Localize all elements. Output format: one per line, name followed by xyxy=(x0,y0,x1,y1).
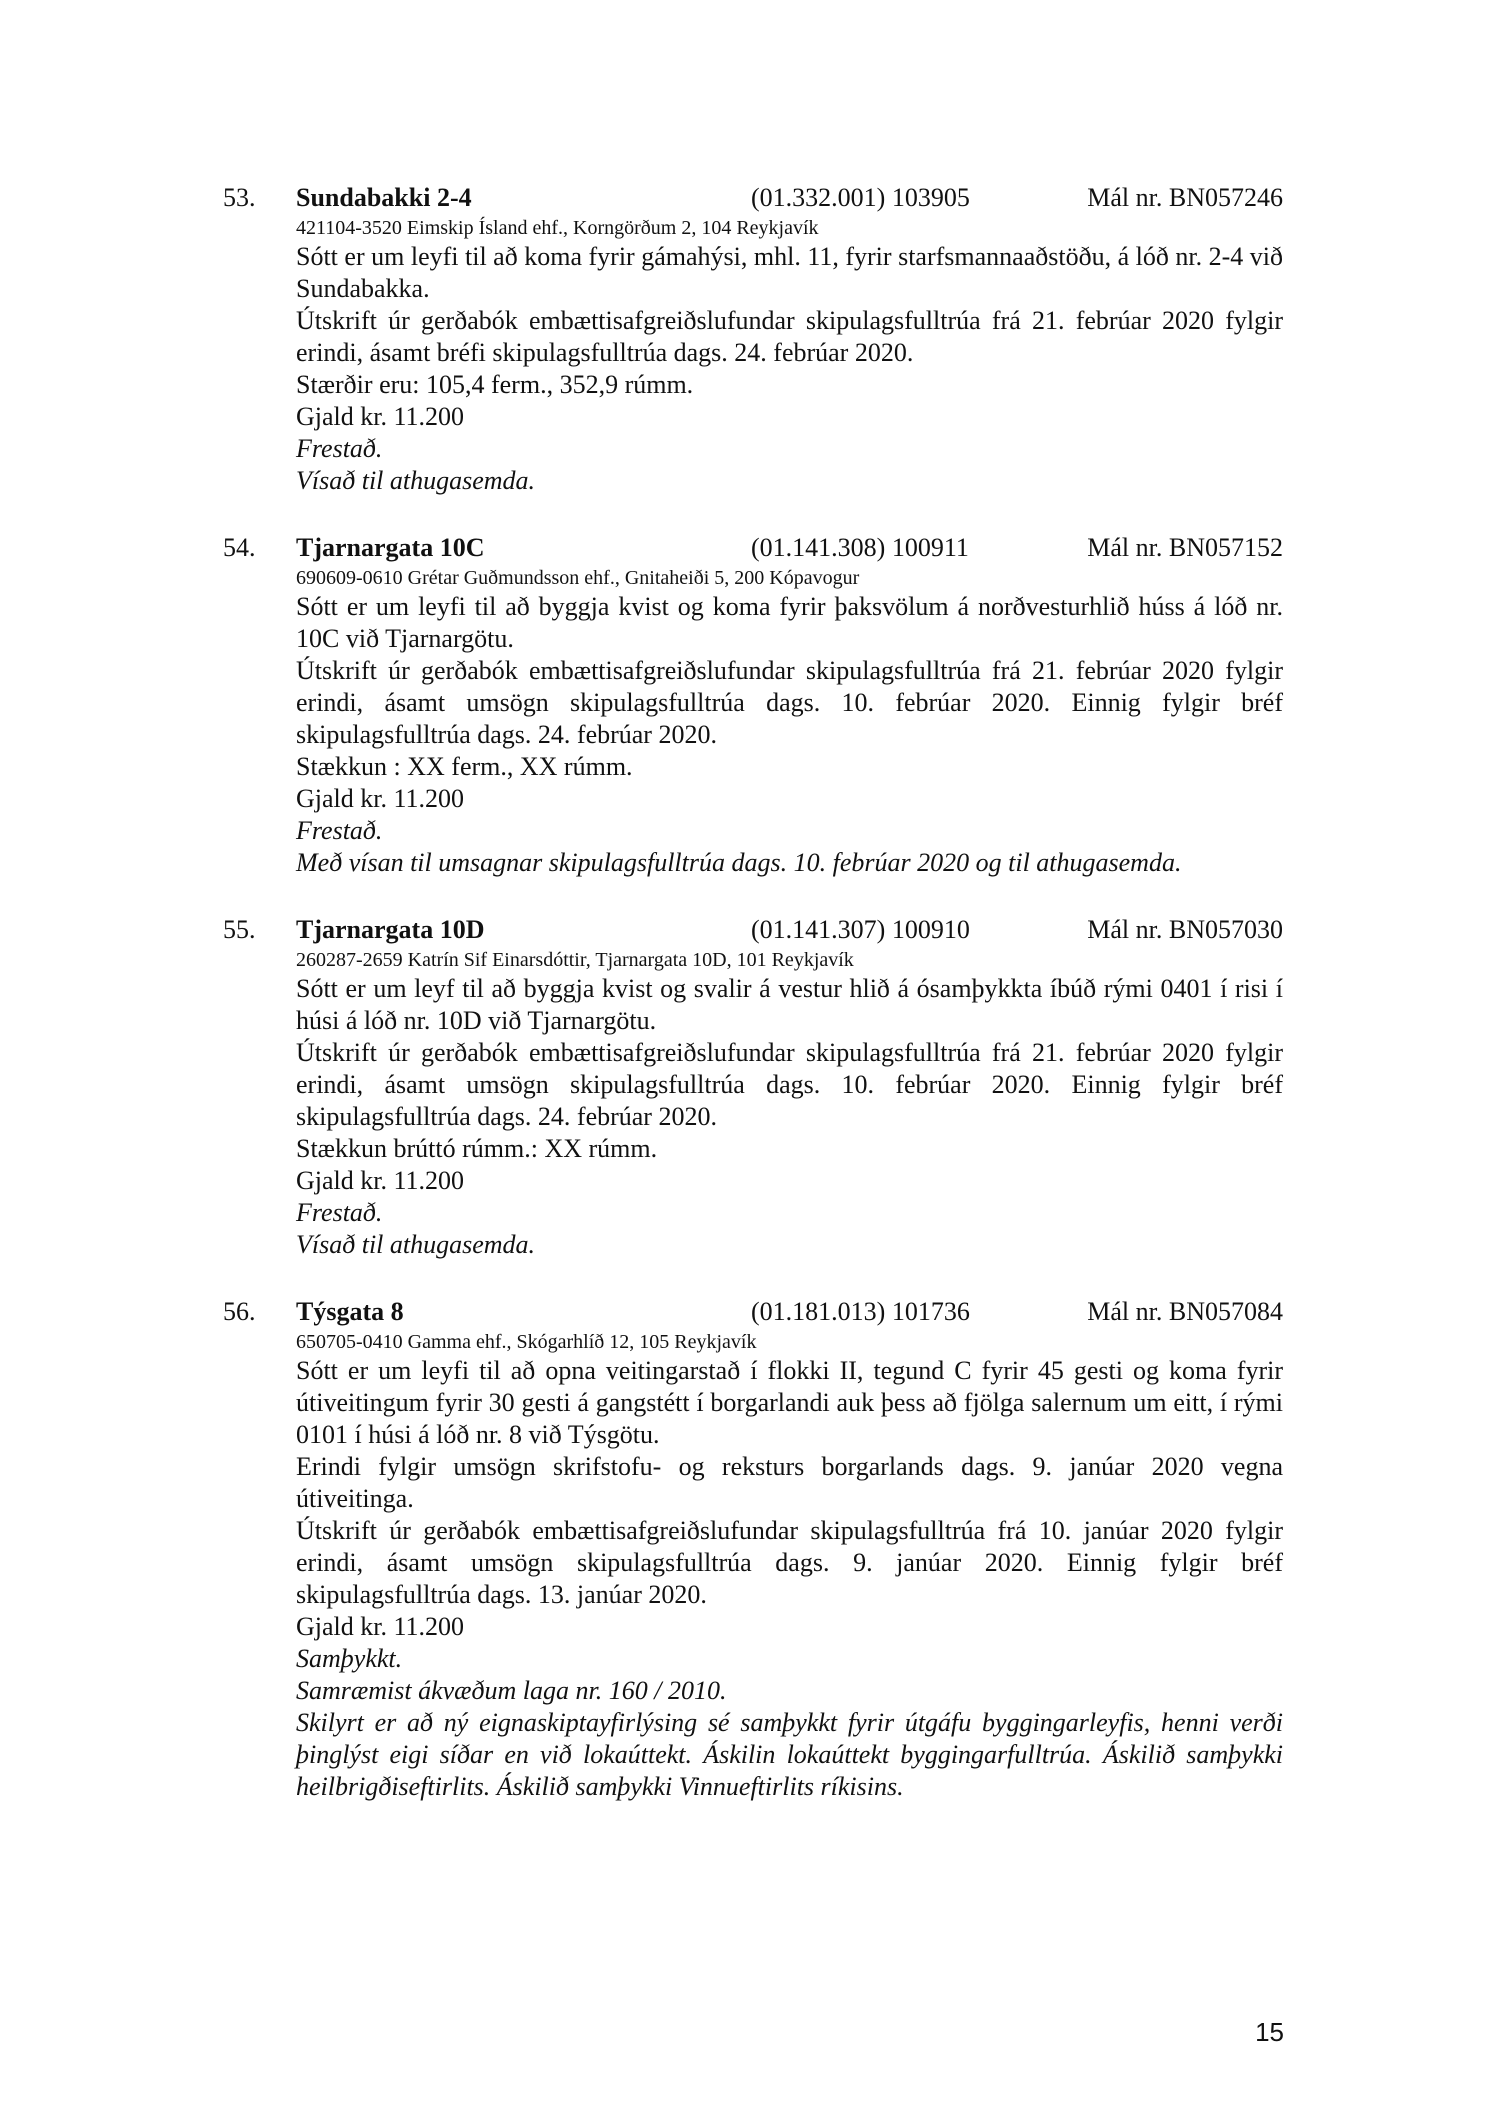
entry-address: Sundabakki 2-4 xyxy=(296,183,472,212)
entry-header xyxy=(223,530,1283,566)
entry-applicant: 690609-0610 Grétar Guðmundsson ehf., Gnitaheiði 5, 200 Kópavogur xyxy=(296,567,860,589)
entry-fee: Gjald kr. 11.200 xyxy=(296,784,465,813)
entry-body xyxy=(296,948,1283,1261)
entry-body xyxy=(296,1330,1283,1803)
case-entry xyxy=(223,912,1283,1261)
entry-decision: Samræmist ákvæðum laga nr. 160 / 2010. xyxy=(296,1676,727,1705)
entry-number: 56. xyxy=(223,1297,256,1326)
case-entry xyxy=(223,180,1283,497)
entry-number: 54. xyxy=(223,533,256,562)
entry-number: 55. xyxy=(223,915,256,944)
entry-applicant: 421104-3520 Eimskip Ísland ehf., Korngörðum 2, 104 Reykjavík xyxy=(296,217,819,239)
entry-decision: Með vísan til umsagnar skipulagsfulltrúa dags. 10. febrúar 2020 og til athugasemda. xyxy=(296,848,1182,877)
entry-paragraph: Sótt er um leyfi til að opna veitingarstað í flokki II, tegund C fyrir 45 gesti og koma fyrir útiveitingum fyrir 30 gesti á gangstétt í borgarlandi auk þess að fjölga salernum um eitt, í rými 0101 í húsi á lóð nr. 8 við Týsgötu. xyxy=(296,1356,1283,1449)
entry-number: 53. xyxy=(223,183,256,212)
entry-address: Tjarnargata 10D xyxy=(296,915,485,944)
entry-body xyxy=(296,566,1283,879)
entry-paragraph: Útskrift úr gerðabók embættisafgreiðslufundar skipulagsfulltrúa frá 21. febrúar 2020 fylgir erindi, ásamt bréfi skipulagsfulltrúa dags. 24. febrúar 2020. xyxy=(296,306,1283,367)
entry-property-reference: (01.141.307) 100910 xyxy=(751,915,970,944)
entry-header xyxy=(223,180,1283,216)
entry-paragraph: Erindi fylgir umsögn skrifstofu- og reksturs borgarlands dags. 9. janúar 2020 vegna útiveitinga. xyxy=(296,1452,1283,1513)
entry-decision: Vísað til athugasemda. xyxy=(296,466,536,495)
entry-case-number: Mál nr. BN057030 xyxy=(1087,915,1283,944)
entry-paragraph: Stækkun brúttó rúmm.: XX rúmm. xyxy=(296,1134,658,1163)
entry-case-number: Mál nr. BN057084 xyxy=(1087,1297,1283,1326)
entry-header xyxy=(223,912,1283,948)
entry-property-reference: (01.141.308) 100911 xyxy=(751,533,969,562)
entry-paragraph: Stækkun : XX ferm., XX rúmm. xyxy=(296,752,633,781)
entry-fee: Gjald kr. 11.200 xyxy=(296,1612,465,1641)
entry-decision: Frestað. xyxy=(296,434,383,463)
entry-address: Tjarnargata 10C xyxy=(296,533,485,562)
case-entry xyxy=(223,530,1283,879)
entry-paragraph: Sótt er um leyf til að byggja kvist og svalir á vestur hlið á ósamþykkta íbúð rými 0401 í risi í húsi á lóð nr. 10D við Tjarnargötu. xyxy=(296,974,1283,1035)
entry-decision: Samþykkt. xyxy=(296,1644,403,1673)
entry-applicant: 260287-2659 Katrín Sif Einarsdóttir, Tjarnargata 10D, 101 Reykjavík xyxy=(296,949,854,971)
entry-applicant: 650705-0410 Gamma ehf., Skógarhlíð 12, 105 Reykjavík xyxy=(296,1331,757,1353)
entry-fee: Gjald kr. 11.200 xyxy=(296,402,465,431)
entry-property-reference: (01.181.013) 101736 xyxy=(751,1297,970,1326)
entry-paragraph: Útskrift úr gerðabók embættisafgreiðslufundar skipulagsfulltrúa frá 10. janúar 2020 fylgir erindi, ásamt umsögn skipulagsfulltrúa dags. 9. janúar 2020. Einnig fylgir bréf skipulagsfulltrúa dags. 13. janúar 2020. xyxy=(296,1516,1283,1609)
case-entry xyxy=(223,1294,1283,1803)
entry-decision: Vísað til athugasemda. xyxy=(296,1230,536,1259)
entry-paragraph: Stærðir eru: 105,4 ferm., 352,9 rúmm. xyxy=(296,370,694,399)
entry-property-reference: (01.332.001) 103905 xyxy=(751,183,970,212)
entry-body xyxy=(296,216,1283,497)
entry-paragraph: Útskrift úr gerðabók embættisafgreiðslufundar skipulagsfulltrúa frá 21. febrúar 2020 fylgir erindi, ásamt umsögn skipulagsfulltrúa dags. 10. febrúar 2020. Einnig fylgir bréf skipulagsfulltrúa dags. 24. febrúar 2020. xyxy=(296,1038,1283,1131)
entry-decision: Skilyrt er að ný eignaskiptayfirlýsing sé samþykkt fyrir útgáfu byggingarleyfis, henni verði þinglýst eigi síðar en við lokaúttekt. Áskilin lokaúttekt byggingarfulltrúa. Áskilið samþykki heilbrigðiseftirlits. Áskilið samþykki Vinnueftirlits ríkisins. xyxy=(296,1708,1283,1801)
entry-case-number: Mál nr. BN057152 xyxy=(1087,533,1283,562)
entry-header xyxy=(223,1294,1283,1330)
entry-decision: Frestað. xyxy=(296,1198,383,1227)
entry-paragraph: Sótt er um leyfi til að koma fyrir gámahýsi, mhl. 11, fyrir starfsmannaaðstöðu, á lóð nr. 2-4 við Sundabakka. xyxy=(296,242,1283,303)
page-number: 15 xyxy=(1255,2017,1284,2047)
entry-decision: Frestað. xyxy=(296,816,383,845)
entry-address: Týsgata 8 xyxy=(296,1297,404,1326)
entry-paragraph: Útskrift úr gerðabók embættisafgreiðslufundar skipulagsfulltrúa frá 21. febrúar 2020 fylgir erindi, ásamt umsögn skipulagsfulltrúa dags. 10. febrúar 2020. Einnig fylgir bréf skipulagsfulltrúa dags. 24. febrúar 2020. xyxy=(296,656,1283,749)
entry-paragraph: Sótt er um leyfi til að byggja kvist og koma fyrir þaksvölum á norðvesturhlið húss á lóð nr. 10C við Tjarnargötu. xyxy=(296,592,1283,653)
entry-fee: Gjald kr. 11.200 xyxy=(296,1166,465,1195)
entry-case-number: Mál nr. BN057246 xyxy=(1087,183,1283,212)
